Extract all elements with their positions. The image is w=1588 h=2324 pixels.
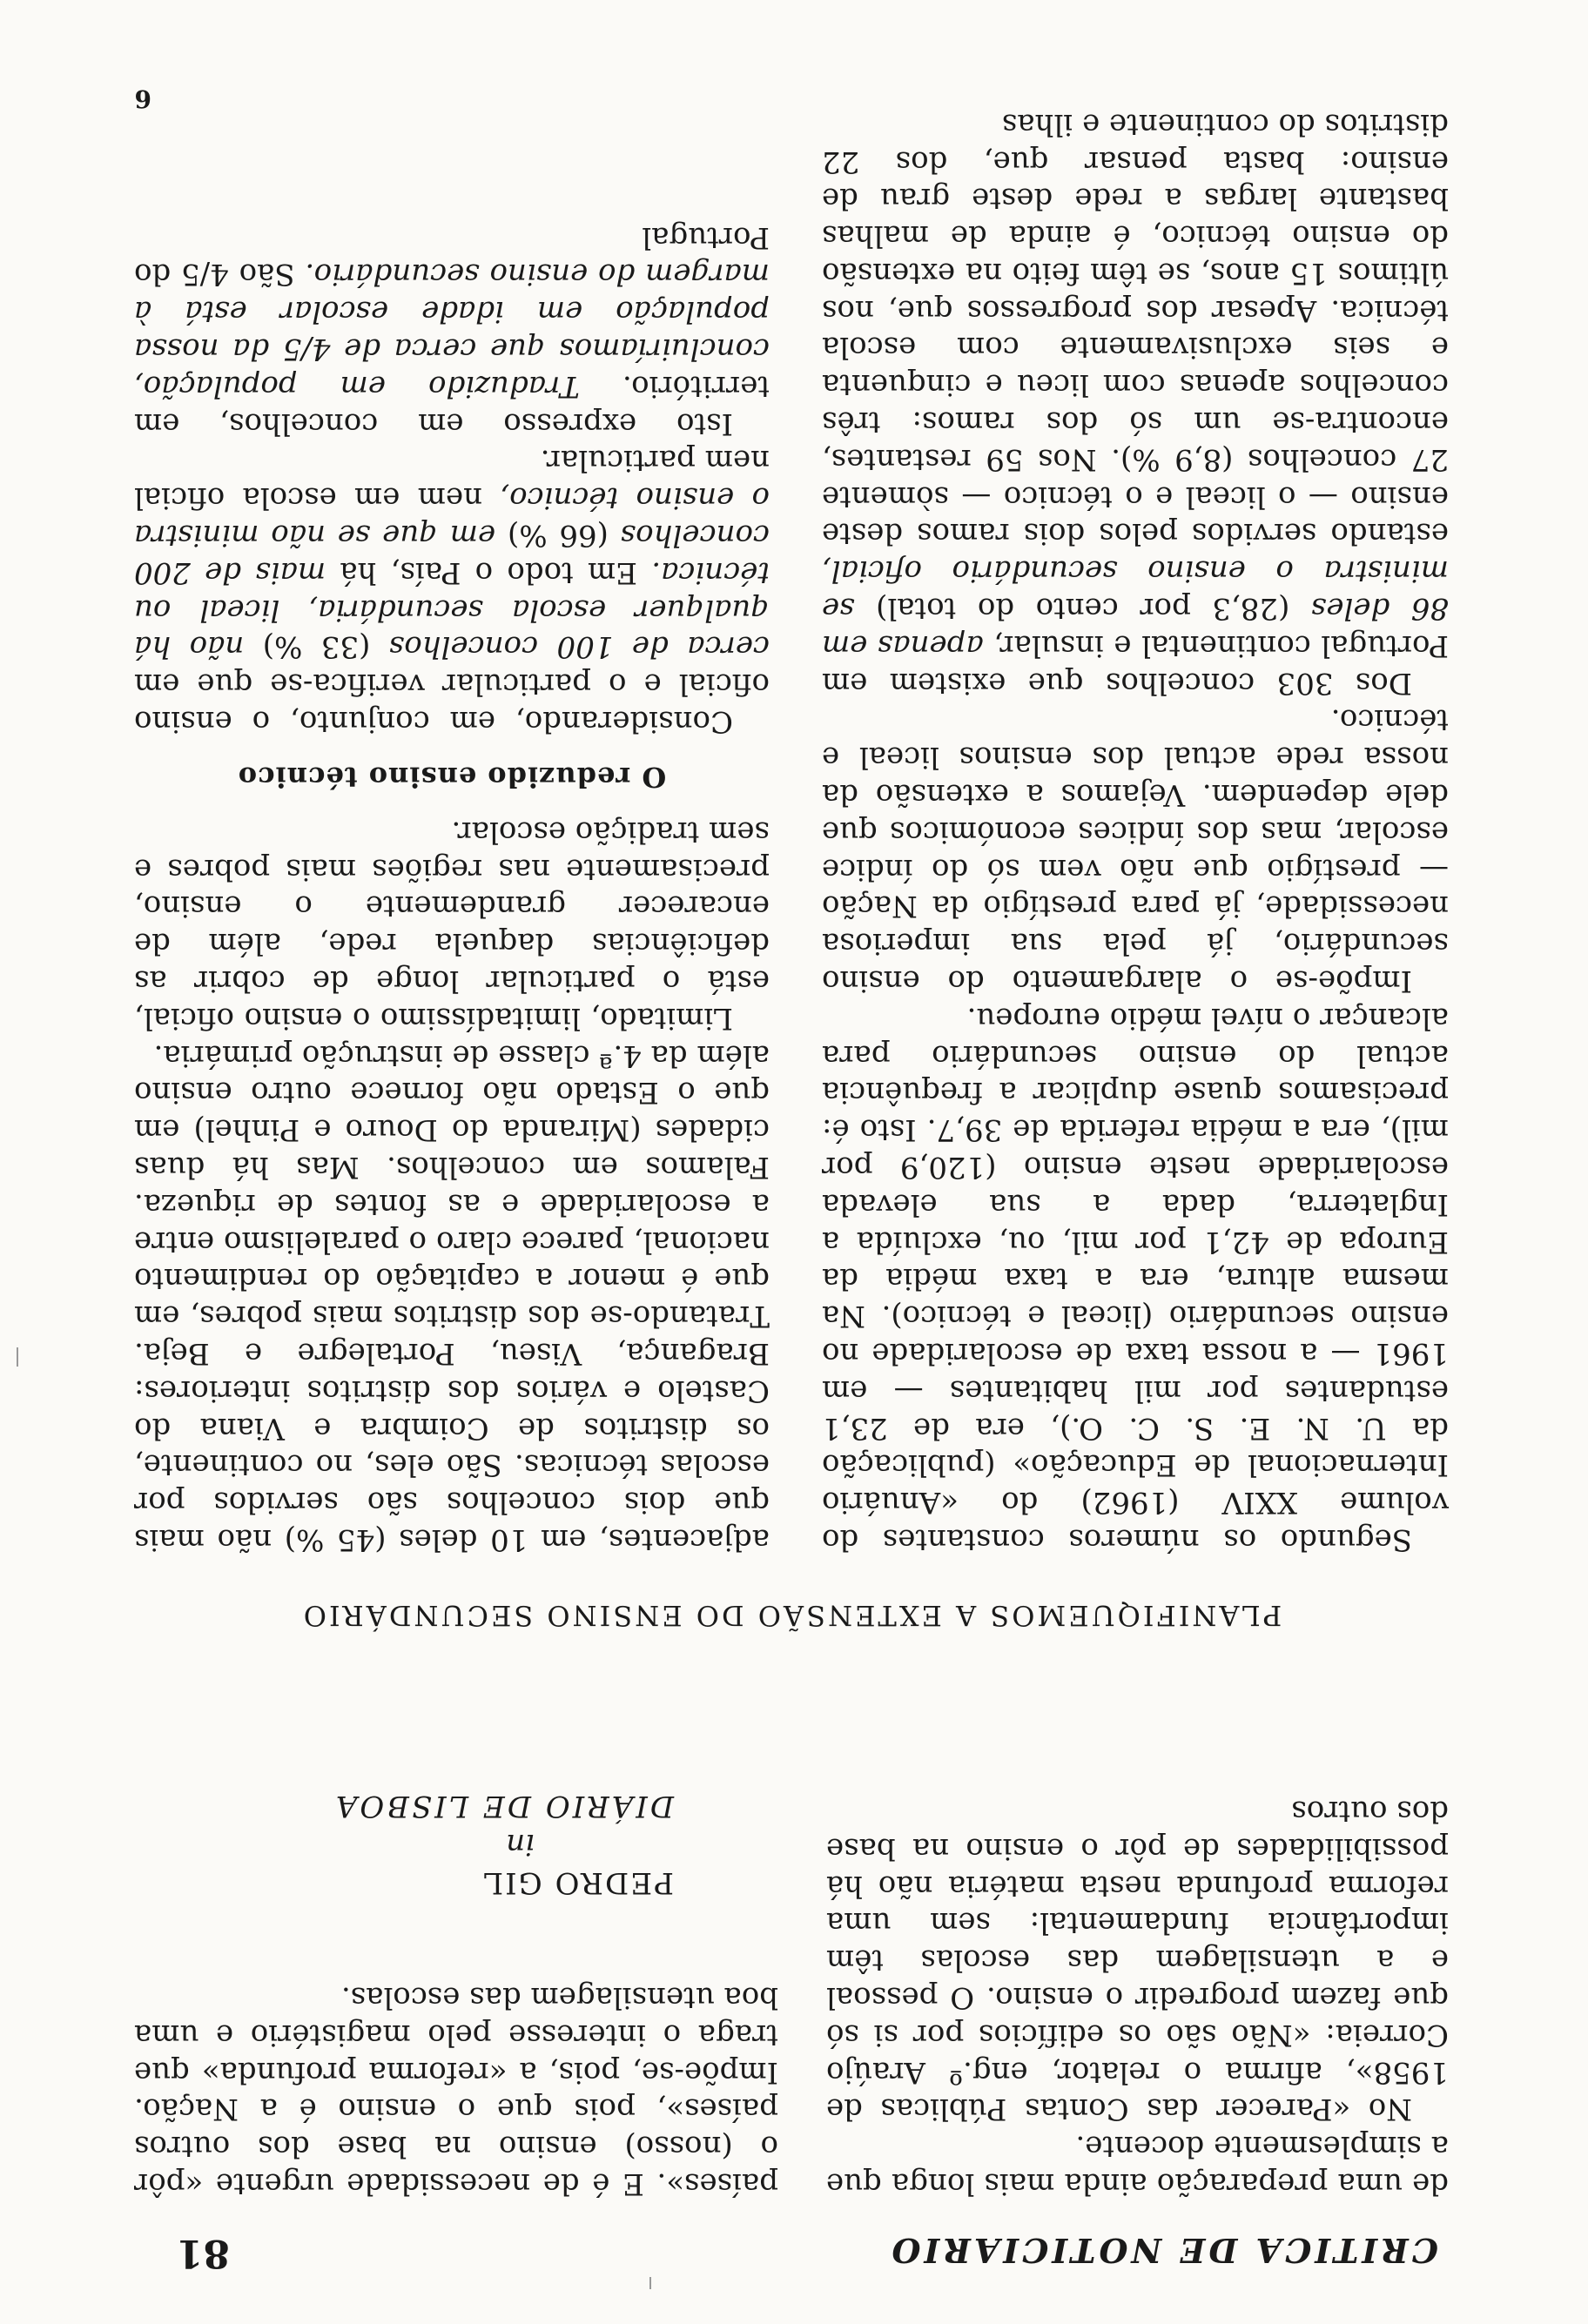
signature-in: in	[506, 1827, 535, 1862]
scan-mark	[649, 2277, 651, 2289]
paragraph: Segundo os números constantes do volume XXIV (1962) do «Anuário Internacional de Educação» (publicação da U. N. E. S. C. O.), era de 23,1 estudantes por mil habitantes — em 1961 — a nossa taxa de escolaridade no ensino secundário (liceal e técnico). Na mesma altura, era a taxa média da Europa de 42,1 por mil, ou, excluída a Inglaterra, dada a sua elevada escolaridade neste ensino (120,9 por mil), era a média referida de 39,7. Isto é: precisamos quase duplicar a frequência actual do ensino secundário para alcançar o nível médio europeu.	[822, 1000, 1449, 1557]
emphasis: cerca de 100 concelhos	[388, 629, 770, 665]
signature-block	[256, 1787, 674, 1902]
left-column-main	[822, 105, 1449, 1558]
emphasis: apenas em 86 deles	[822, 591, 1449, 663]
emphasis: em que se não ministra o ensino técnico,	[134, 480, 770, 554]
running-title: CRITICA DE NOTICIARIO	[888, 2231, 1438, 2270]
section-heading: PLANIFIQUEMOS A EXTENSÃO DO ENSINO SECUNDÁRIO	[300, 1599, 1282, 1632]
right-column-main	[134, 218, 770, 1558]
text-run: (33 %)	[244, 629, 389, 665]
text-run: São 4/5 do Portugal	[134, 219, 770, 292]
text-run: Considerando, em conjunto, o ensino oficial e o particular verifica-se que em	[134, 667, 770, 740]
scan-mark	[17, 1347, 18, 1367]
subheading: O reduzido ensino técnico	[237, 761, 667, 795]
text-run: Em todo o País, há	[326, 554, 652, 590]
folio-number: 6	[134, 84, 151, 113]
paragraph	[134, 442, 770, 740]
left-column-top	[826, 1792, 1449, 2202]
text-run: Dos 303 concelhos que existem em Portugal continental e insular,	[822, 628, 1449, 701]
text-run: (28,3 por cento do total)	[854, 591, 1311, 627]
emphasis: Traduzido em população, concluiríamos que cerca de 4/5 da nossa população em idade escolar está à margem do ensino secundário.	[134, 257, 770, 404]
paragraph: adjacentes, em 10 deles (45 %) não mais que dois concelhos são servidos por escolas técnicas. São eles, no continente, os distritos de Coimbra e Viana do Castelo e vários dos distritos interiores: Bragança, Viseu, Portalegre e Beja. Tratando-se dos distritos mais pobres, em que é menor a capitação do rendimento nacional, parece claro o paralelismo entre a escolaridade e as fontes de riqueza. Falamos em concelhos. Mas há duas cidades (Miranda do Douro e Pinhel) em que o Estado não fornece outro ensino além da 4.ª classe de instrução primária.	[134, 1038, 770, 1557]
emphasis: não há qualquer escola secundária, liceal ou técnica.	[134, 554, 770, 665]
paragraph: Limitado, limitadíssimo o ensino oficial, está o particular longe de cobrir as deficiências daquela rede, além de encarecer grandemente o ensino, precisamente nas regiões mais pobres e sem tradição escolar.	[134, 814, 770, 1036]
text-run: estando servidos pelos dois ramos deste ensino — o liceal e o técnico — sòmente 27 concelhos (8,9 %). Nos 59 restantes, encontra-se um só dos ramos: três concelhos apenas com liceu e cinquenta e seis exclusivamente com escola técnica. Apesar dos progressos que, nos últimos 15 anos, se têm feito na extensão do ensino técnico, é ainda de malhas bastante largas a rede deste grau de ensino: basta pensar que, dos 22 distritos do continente e ilhas	[822, 106, 1449, 552]
emphasis: mais de 200 concelhos	[134, 518, 770, 590]
paragraph: de uma preparação ainda mais longa que a simplesmente docente.	[826, 2129, 1449, 2201]
paragraph: países». E é de necessidade urgente «pôr o (nosso) ensino na base dos outros países», pois que o ensino é a Nação. Impõe-se, pois, a «reforma profunda» que traga o interesse pelo magistério e uma boa utensilagem das escolas.	[134, 1980, 778, 2201]
text-run: (66 %)	[495, 518, 621, 554]
paragraph	[134, 218, 770, 442]
emphasis: se ministra o ensino secundário oficial,	[821, 554, 1449, 627]
paragraph	[822, 105, 1449, 702]
signature-source: DIÁRIO DE LISBOA	[333, 1789, 674, 1824]
paragraph: Impõe-se o alargamento do ensino secundário, já pela sua imperiosa necessidade, já para prestígio da Nação — prestígio que não vem só do índice escolar, mas dos índices económicos que dele dependem. Vejamos a extensão da nossa rede actual dos ensinos liceal e técnico.	[822, 702, 1449, 999]
page-number: 81	[176, 2231, 230, 2275]
text-run: Isto expresso em concelhos, em território.	[134, 368, 770, 441]
paragraph: No «Parecer das Contas Públicas de 1958», afirma o relator, eng.º Araújo Correia: «Não são os edifícios por si só que fazem progredir o ensino. O pessoal e a utensilagem das escolas têm importância fundamental: sem uma reforma profunda nesta matéria não há possibilidades de pôr o ensino na base dos outros	[826, 1794, 1449, 2127]
author-name: PEDRO GIL	[481, 1865, 674, 1900]
text-run: nem em escola oficial nem particular.	[134, 443, 770, 516]
right-column-top	[134, 1978, 778, 2202]
